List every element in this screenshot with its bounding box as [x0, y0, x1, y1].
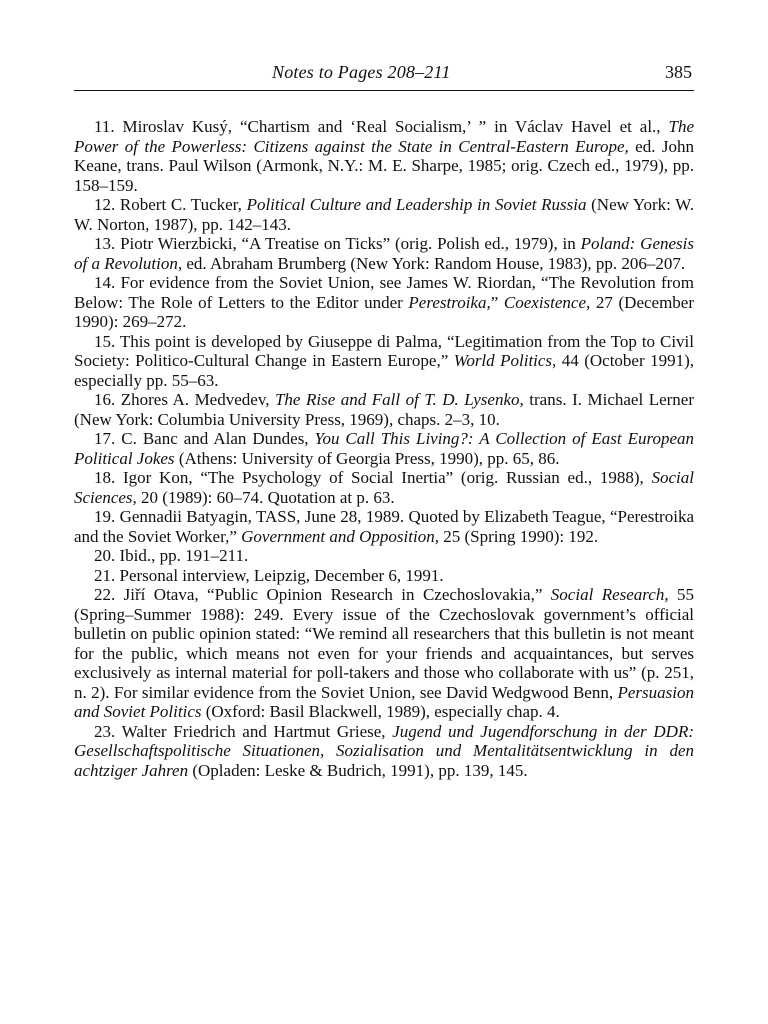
- endnote-italic-title: Government and Opposition,: [241, 526, 439, 546]
- endnote-text: (Opladen: Leske & Budrich, 1991), pp. 139, 145.: [188, 760, 528, 780]
- page-header: [74, 62, 694, 91]
- endnote-italic-title: Coexistence,: [503, 292, 591, 312]
- endnote: [74, 566, 694, 586]
- endnote-text: (New York: W. W. Norton, 1987), pp. 142–143.: [74, 195, 694, 234]
- endnote-text: 22. Jiří Otava, “Public Opinion Research in Czechoslovakia,”: [94, 585, 551, 604]
- endnote-italic-title: Political Culture and Leadership in Soviet Russia: [246, 195, 587, 214]
- endnote: [74, 585, 694, 722]
- endnote: [74, 234, 694, 273]
- endnote-italic-title: The Rise and Fall of T. D. Lysenko,: [274, 390, 524, 409]
- endnote-text: 19. Gennadii Batyagin, TASS, June 28, 1989. Quoted by Elizabeth Teague, “Perestroika and the Soviet Worker,”: [74, 507, 694, 546]
- endnote: [74, 332, 694, 391]
- endnote-italic-title: Perestroika,: [408, 292, 491, 312]
- endnote-text: 14. For evidence from the Soviet Union, see James W. Riordan, “The Revolution from Below: The Role of Letters to the Editor under: [74, 273, 694, 312]
- endnote-italic-title: You Call This Living?: A Collection of East European Political Jokes: [74, 429, 694, 468]
- endnote-text: 11. Miroslav Kusý, “Chartism and ‘Real Socialism,’ ” in Václav Havel et al.,: [94, 117, 669, 136]
- endnote-text: 20. Ibid., pp. 191–211.: [94, 546, 249, 565]
- endnote: [74, 117, 694, 195]
- endnote-italic-title: Persuasion and Soviet Politics: [74, 682, 694, 721]
- endnotes-list: [74, 117, 694, 780]
- endnote: [74, 546, 694, 566]
- book-page: [74, 62, 694, 780]
- endnote: [74, 273, 694, 332]
- endnote: [74, 468, 694, 507]
- endnote-text: 20 (1989): 60–74. Quotation at p. 63.: [136, 487, 395, 507]
- endnote-text: 18. Igor Kon, “The Psychology of Social Inertia” (orig. Russian ed., 1988),: [94, 468, 652, 487]
- endnote-text: 12. Robert C. Tucker,: [94, 195, 247, 214]
- endnote-text: 16. Zhores A. Medvedev,: [94, 390, 275, 409]
- endnote: [74, 722, 694, 781]
- endnote-italic-title: World Politics,: [453, 351, 557, 370]
- endnote-text: trans. I. Michael Lerner (New York: Columbia University Press, 1969), chaps. 2–3, 10.: [74, 390, 694, 429]
- endnote-text: 15. This point is developed by Giuseppe di Palma, “Legitimation from the Top to Civil Society: Politico-Cultural Change in Eastern Europe,”: [74, 331, 694, 370]
- endnote-text: 44 (October 1991), especially pp. 55–63.: [74, 351, 694, 390]
- endnote: [74, 429, 694, 468]
- endnote: [74, 195, 694, 234]
- endnote-text: ”: [490, 292, 504, 312]
- endnote: [74, 507, 694, 546]
- endnote-text: 55 (Spring–Summer 1988): 249. Every issue of the Czechoslovak government’s official bulletin on public opinion stated: “We remind all researchers that this bulletin is not meant for the public, which means not even for your friends and acquaintances, but serves exclusively as internal material for poll-takers and those who collaborate with us” (p. 251, n. 2). For similar evidence from the Soviet Union, see David Wedgwood Benn,: [74, 585, 694, 702]
- endnote-text: (Athens: University of Georgia Press, 1990), pp. 65, 86.: [174, 448, 560, 468]
- endnote-text: 21. Personal interview, Leipzig, December 6, 1991.: [94, 565, 444, 585]
- endnote-text: 13. Piotr Wierzbicki, “A Treatise on Ticks” (orig. Polish ed., 1979), in: [94, 234, 581, 253]
- endnote-italic-title: Social Research,: [550, 585, 669, 604]
- endnote-text: 23. Walter Friedrich and Hartmut Griese,: [94, 721, 393, 741]
- running-head: Notes to Pages 208–211: [272, 62, 451, 82]
- endnote-italic-title: Social Sciences,: [74, 468, 694, 507]
- endnote-italic-title: Poland: Genesis of a Revolution,: [74, 234, 694, 273]
- endnote-italic-title: Jugend und Jugendforschung in der DDR: Gesellschaftspolitische Situationen, Sozialisation und Mentalitätsentwicklung in den achtziger Jahren: [74, 721, 694, 780]
- page-number: 385: [665, 62, 692, 82]
- endnote-text: 17. C. Banc and Alan Dundes,: [94, 429, 315, 448]
- endnote-text: ed. John Keane, trans. Paul Wilson (Armonk, N.Y.: M. E. Sharpe, 1985; orig. Czech ed., 1979), pp. 158–159.: [74, 136, 694, 195]
- endnote-text: (Oxford: Basil Blackwell, 1989), especially chap. 4.: [201, 702, 560, 721]
- endnote: [74, 390, 694, 429]
- endnote-italic-title: The Power of the Powerless: Citizens against the State in Central-Eastern Europe,: [74, 117, 694, 156]
- endnote-text: 27 (December 1990): 269–272.: [74, 292, 695, 331]
- endnote-text: 25 (Spring 1990): 192.: [438, 526, 599, 546]
- endnote-text: ed. Abraham Brumberg (New York: Random House, 1983), pp. 206–207.: [182, 253, 686, 273]
